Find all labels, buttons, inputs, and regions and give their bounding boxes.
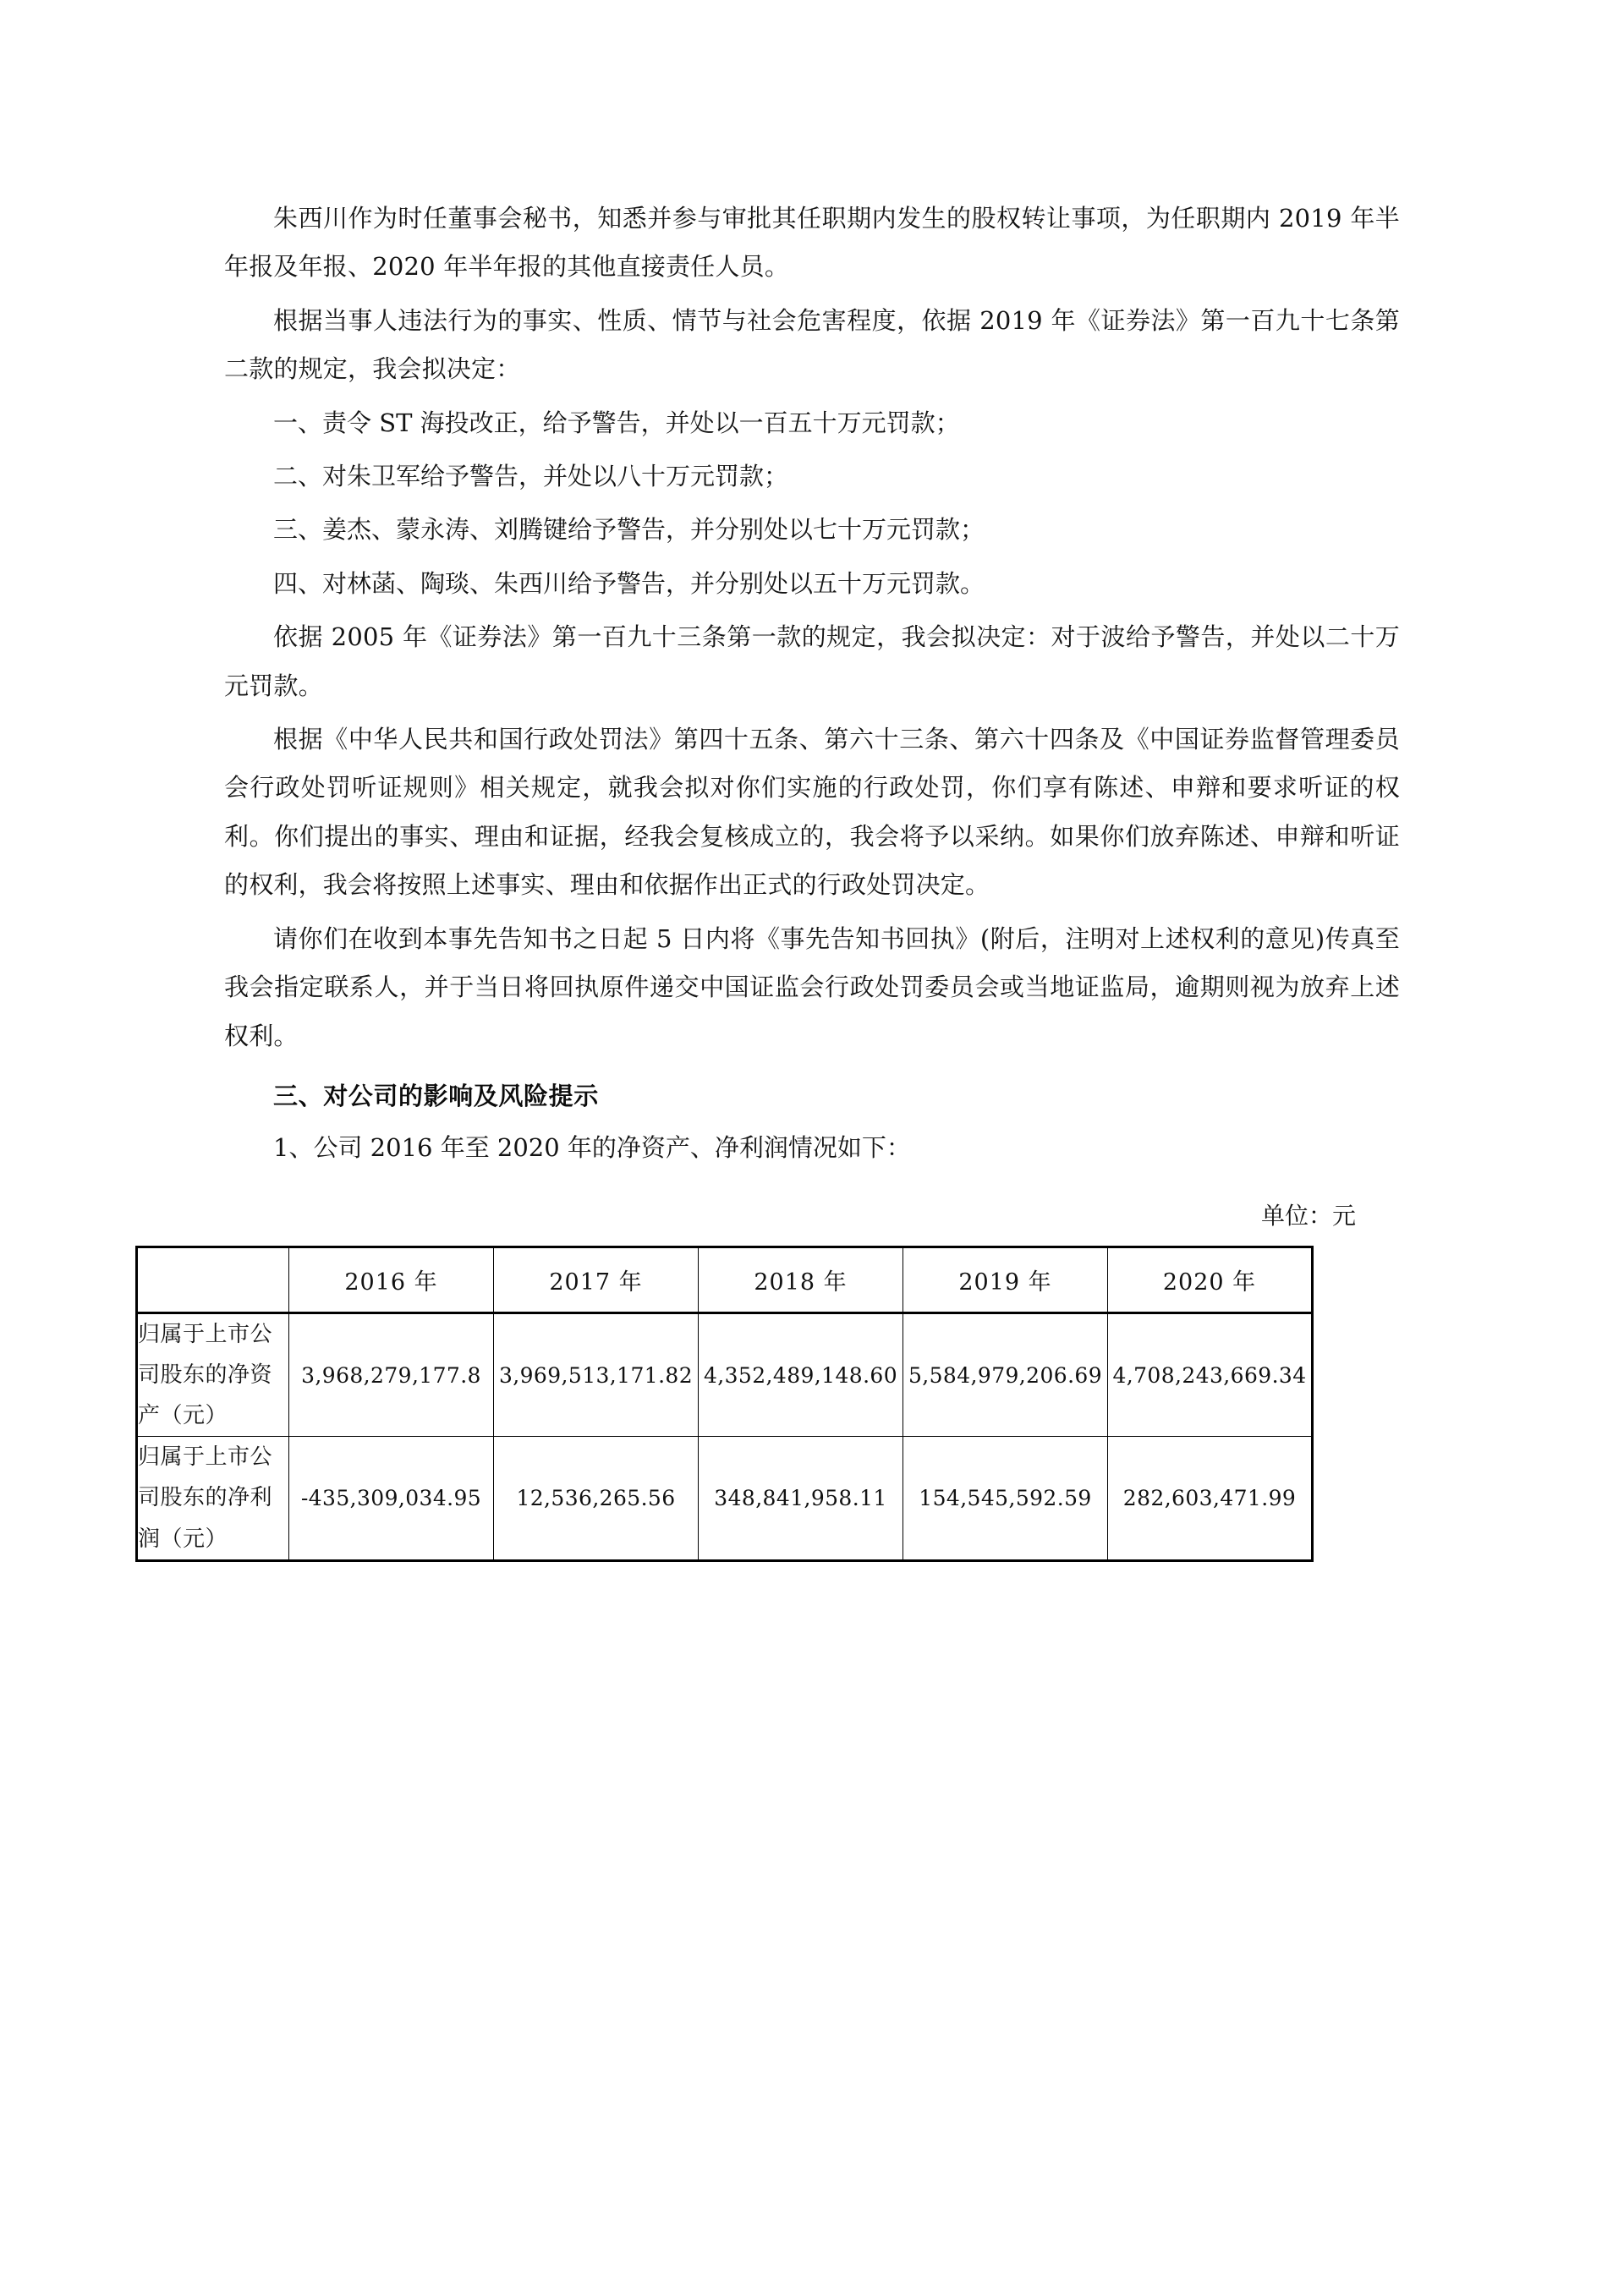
decision-item-2: 二、对朱卫军给予警告，并处以八十万元罚款；	[273, 462, 789, 491]
paragraph-administrative-penalty-law: 根据《中华人民共和国行政处罚法》第四十五条、第六十三条、第六十四条及《中国证券监督管理委员会行政处罚听证规则》相关规定，就我会拟对你们实施的行政处罚，你们享有陈述、申辩和要求听证的权利。你们提出的事实、理由和证据，经我会复核成立的，我会将予以采纳。如果你们放弃陈述、申辩和听证的权利，我会将按照上述事实、理由和依据作出正式的行政处罚决定。	[224, 725, 1400, 900]
cell-net-assets-2016: 3,968,279,177.8	[289, 1313, 494, 1437]
paragraph-zhu-xichuan: 朱西川作为时任董事会秘书，知悉并参与审批其任职期内发生的股权转让事项，为任职期内 2019 年半年报及年报、2020 年半年报的其他直接责任人员。	[224, 204, 1400, 282]
cell-net-profit-2020: 282,603,471.99	[1108, 1437, 1313, 1560]
cell-net-profit-2018: 348,841,958.11	[699, 1437, 903, 1560]
table-header-row	[137, 1247, 1313, 1313]
table-header-2016: 2016 年	[289, 1247, 494, 1313]
table-unit-caption: 单位：元	[1260, 1201, 1356, 1230]
cell-net-assets-2018: 4,352,489,148.60	[699, 1313, 903, 1437]
cell-net-profit-2017: 12,536,265.56	[494, 1437, 699, 1560]
cell-net-profit-2016: -435,309,034.95	[289, 1437, 494, 1560]
table-header-2019: 2019 年	[903, 1247, 1108, 1313]
cell-net-profit-2019: 154,545,592.59	[903, 1437, 1108, 1560]
row-label-net-profit: 归属于上市公司股东的净利润（元）	[137, 1437, 289, 1560]
row-label-net-assets: 归属于上市公司股东的净资产（元）	[137, 1313, 289, 1437]
decision-item-1: 一、责令 ST 海投改正，给予警告，并处以一百五十万元罚款；	[273, 408, 960, 437]
cell-net-assets-2020: 4,708,243,669.34	[1108, 1313, 1313, 1437]
table-corner-header	[137, 1247, 289, 1313]
decision-item-4: 四、对林菡、陶琰、朱西川给予警告，并分别处以五十万元罚款。	[273, 568, 985, 598]
decision-item-3: 三、姜杰、蒙永涛、刘腾键给予警告，并分别处以七十万元罚款；	[273, 515, 985, 545]
table-row	[137, 1313, 1313, 1437]
table-header-2017: 2017 年	[494, 1247, 699, 1313]
financial-summary-table	[135, 1246, 1314, 1562]
paragraph-2005-securities-law: 依据 2005 年《证券法》第一百九十三条第一款的规定，我会拟决定：对于波给予警告，并处以二十万元罚款。	[224, 622, 1400, 700]
cell-net-assets-2017: 3,969,513,171.82	[494, 1313, 699, 1437]
table-header-2020: 2020 年	[1108, 1247, 1313, 1313]
section-heading-impact-and-risk: 三、对公司的影响及风险提示	[273, 1081, 599, 1110]
table-row	[137, 1437, 1313, 1560]
paragraph-legal-basis: 根据当事人违法行为的事实、性质、情节与社会危害程度，依据 2019 年《证券法》第一百九十七条第二款的规定，我会拟决定：	[224, 305, 1400, 384]
section-intro-financials: 1、公司 2016 年至 2020 年的净资产、净利润情况如下：	[273, 1133, 911, 1163]
paragraph-receipt-instructions: 请你们在收到本事先告知书之日起 5 日内将《事先告知书回执》(附后，注明对上述权利的意见)传真至我会指定联系人，并于当日将回执原件递交中国证监会行政处罚委员会或当地证监局，逾期则视为放弃上述权利。	[224, 923, 1400, 1050]
table-header-2018: 2018 年	[699, 1247, 903, 1313]
cell-net-assets-2019: 5,584,979,206.69	[903, 1313, 1108, 1437]
